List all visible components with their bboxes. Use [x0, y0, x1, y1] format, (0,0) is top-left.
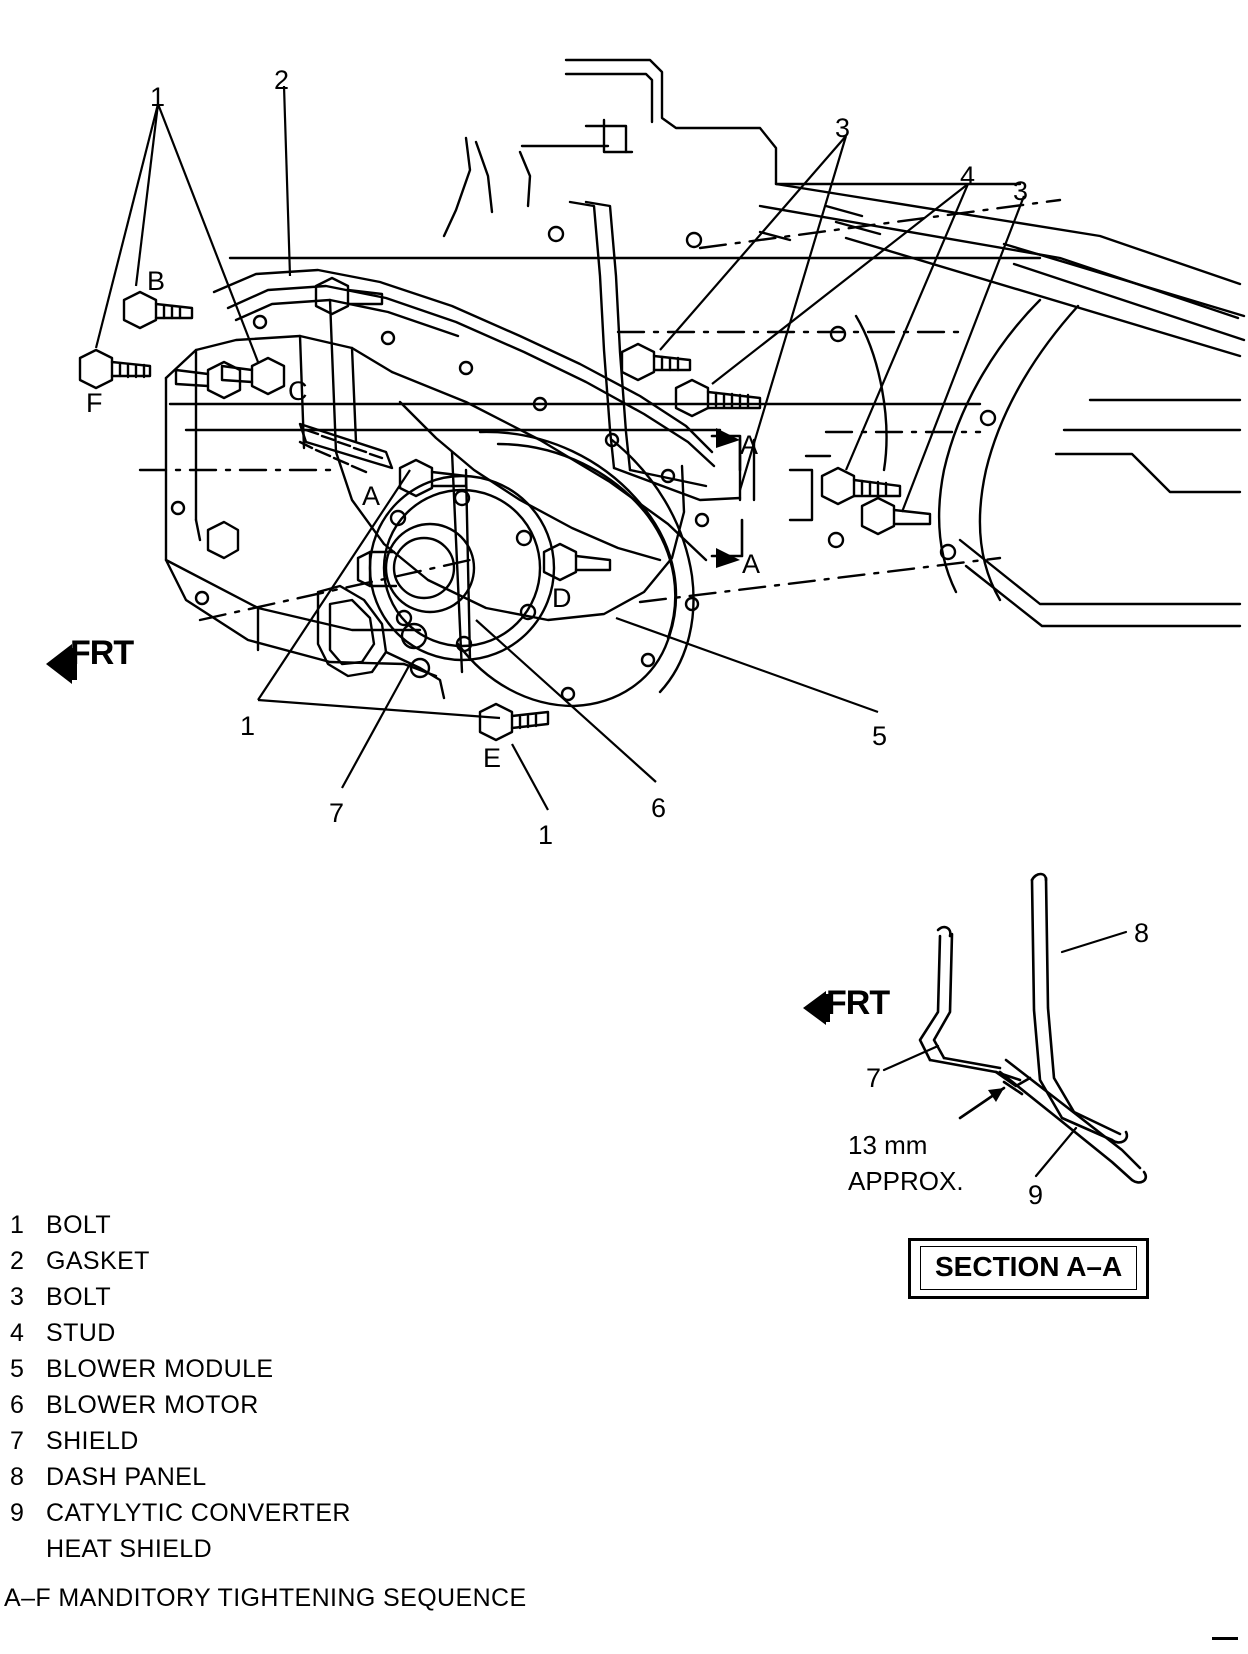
- section-marker-a-bottom: A: [742, 549, 761, 579]
- legend-number: 2: [10, 1247, 25, 1275]
- callout-letter-c: C: [288, 376, 308, 406]
- legend-item: [10, 1423, 630, 1459]
- legend-number: 3: [10, 1283, 25, 1311]
- legend-item: [10, 1315, 630, 1351]
- legend-label-continuation: HEAT SHIELD: [46, 1535, 213, 1563]
- legend-number: 5: [10, 1355, 25, 1383]
- callout-1-bottom: 1: [538, 820, 554, 850]
- legend-label: BOLT: [46, 1211, 112, 1239]
- legend-label: CATYLYTIC CONVERTER: [46, 1499, 351, 1527]
- legend-number: 4: [10, 1319, 25, 1347]
- section-marker-a-top: A: [740, 430, 759, 460]
- legend-label: BLOWER MODULE: [46, 1355, 274, 1383]
- legend-number: 7: [10, 1427, 25, 1455]
- callout-letter-a-left: A: [362, 481, 381, 511]
- legend-item: [10, 1279, 630, 1315]
- callout-1-top: 1: [150, 82, 166, 112]
- legend-label: BLOWER MOTOR: [46, 1391, 259, 1419]
- callout-6: 6: [651, 793, 667, 823]
- section-title: SECTION A–A: [920, 1246, 1137, 1290]
- front-label-main: FRT: [70, 634, 134, 672]
- callout-4: 4: [960, 161, 976, 191]
- legend-label: STUD: [46, 1319, 116, 1347]
- legend-item: [10, 1351, 630, 1387]
- section-title-box: [908, 1238, 1149, 1299]
- callout-5: 5: [872, 721, 888, 751]
- section-callout-8: 8: [1134, 918, 1150, 948]
- legend-item: [10, 1495, 630, 1531]
- legend-number: 9: [10, 1499, 25, 1527]
- parts-legend: [10, 1207, 630, 1567]
- callout-letter-b: B: [147, 266, 166, 296]
- legend-item: [10, 1243, 630, 1279]
- legend-item: [10, 1387, 630, 1423]
- legend-label: DASH PANEL: [46, 1463, 207, 1491]
- callout-letter-f: F: [86, 388, 103, 418]
- callout-1-lower-left: 1: [240, 711, 256, 741]
- legend-number: 8: [10, 1463, 25, 1491]
- section-callout-9: 9: [1028, 1180, 1044, 1210]
- legend-label: BOLT: [46, 1283, 112, 1311]
- dimension-qualifier: APPROX.: [848, 1166, 964, 1196]
- callout-7: 7: [329, 798, 345, 828]
- legend-label: GASKET: [46, 1247, 150, 1275]
- callout-letter-d: D: [552, 583, 572, 613]
- front-label-section: FRT: [826, 984, 890, 1022]
- callout-2: 2: [274, 65, 290, 95]
- legend-label: SHIELD: [46, 1427, 139, 1455]
- section-callout-7: 7: [866, 1063, 882, 1093]
- legend-footnote: A–F MANDITORY TIGHTENING SEQUENCE: [4, 1584, 527, 1612]
- dimension-value: 13 mm: [848, 1130, 928, 1160]
- legend-item: [10, 1459, 630, 1495]
- callout-3-upper: 3: [835, 113, 851, 143]
- legend-number: 6: [10, 1391, 25, 1419]
- legend-number: 1: [10, 1211, 25, 1239]
- page-corner-mark: [1212, 1632, 1240, 1646]
- callout-letter-e: E: [483, 743, 502, 773]
- legend-item: [10, 1207, 630, 1243]
- callout-3-right: 3: [1013, 176, 1029, 206]
